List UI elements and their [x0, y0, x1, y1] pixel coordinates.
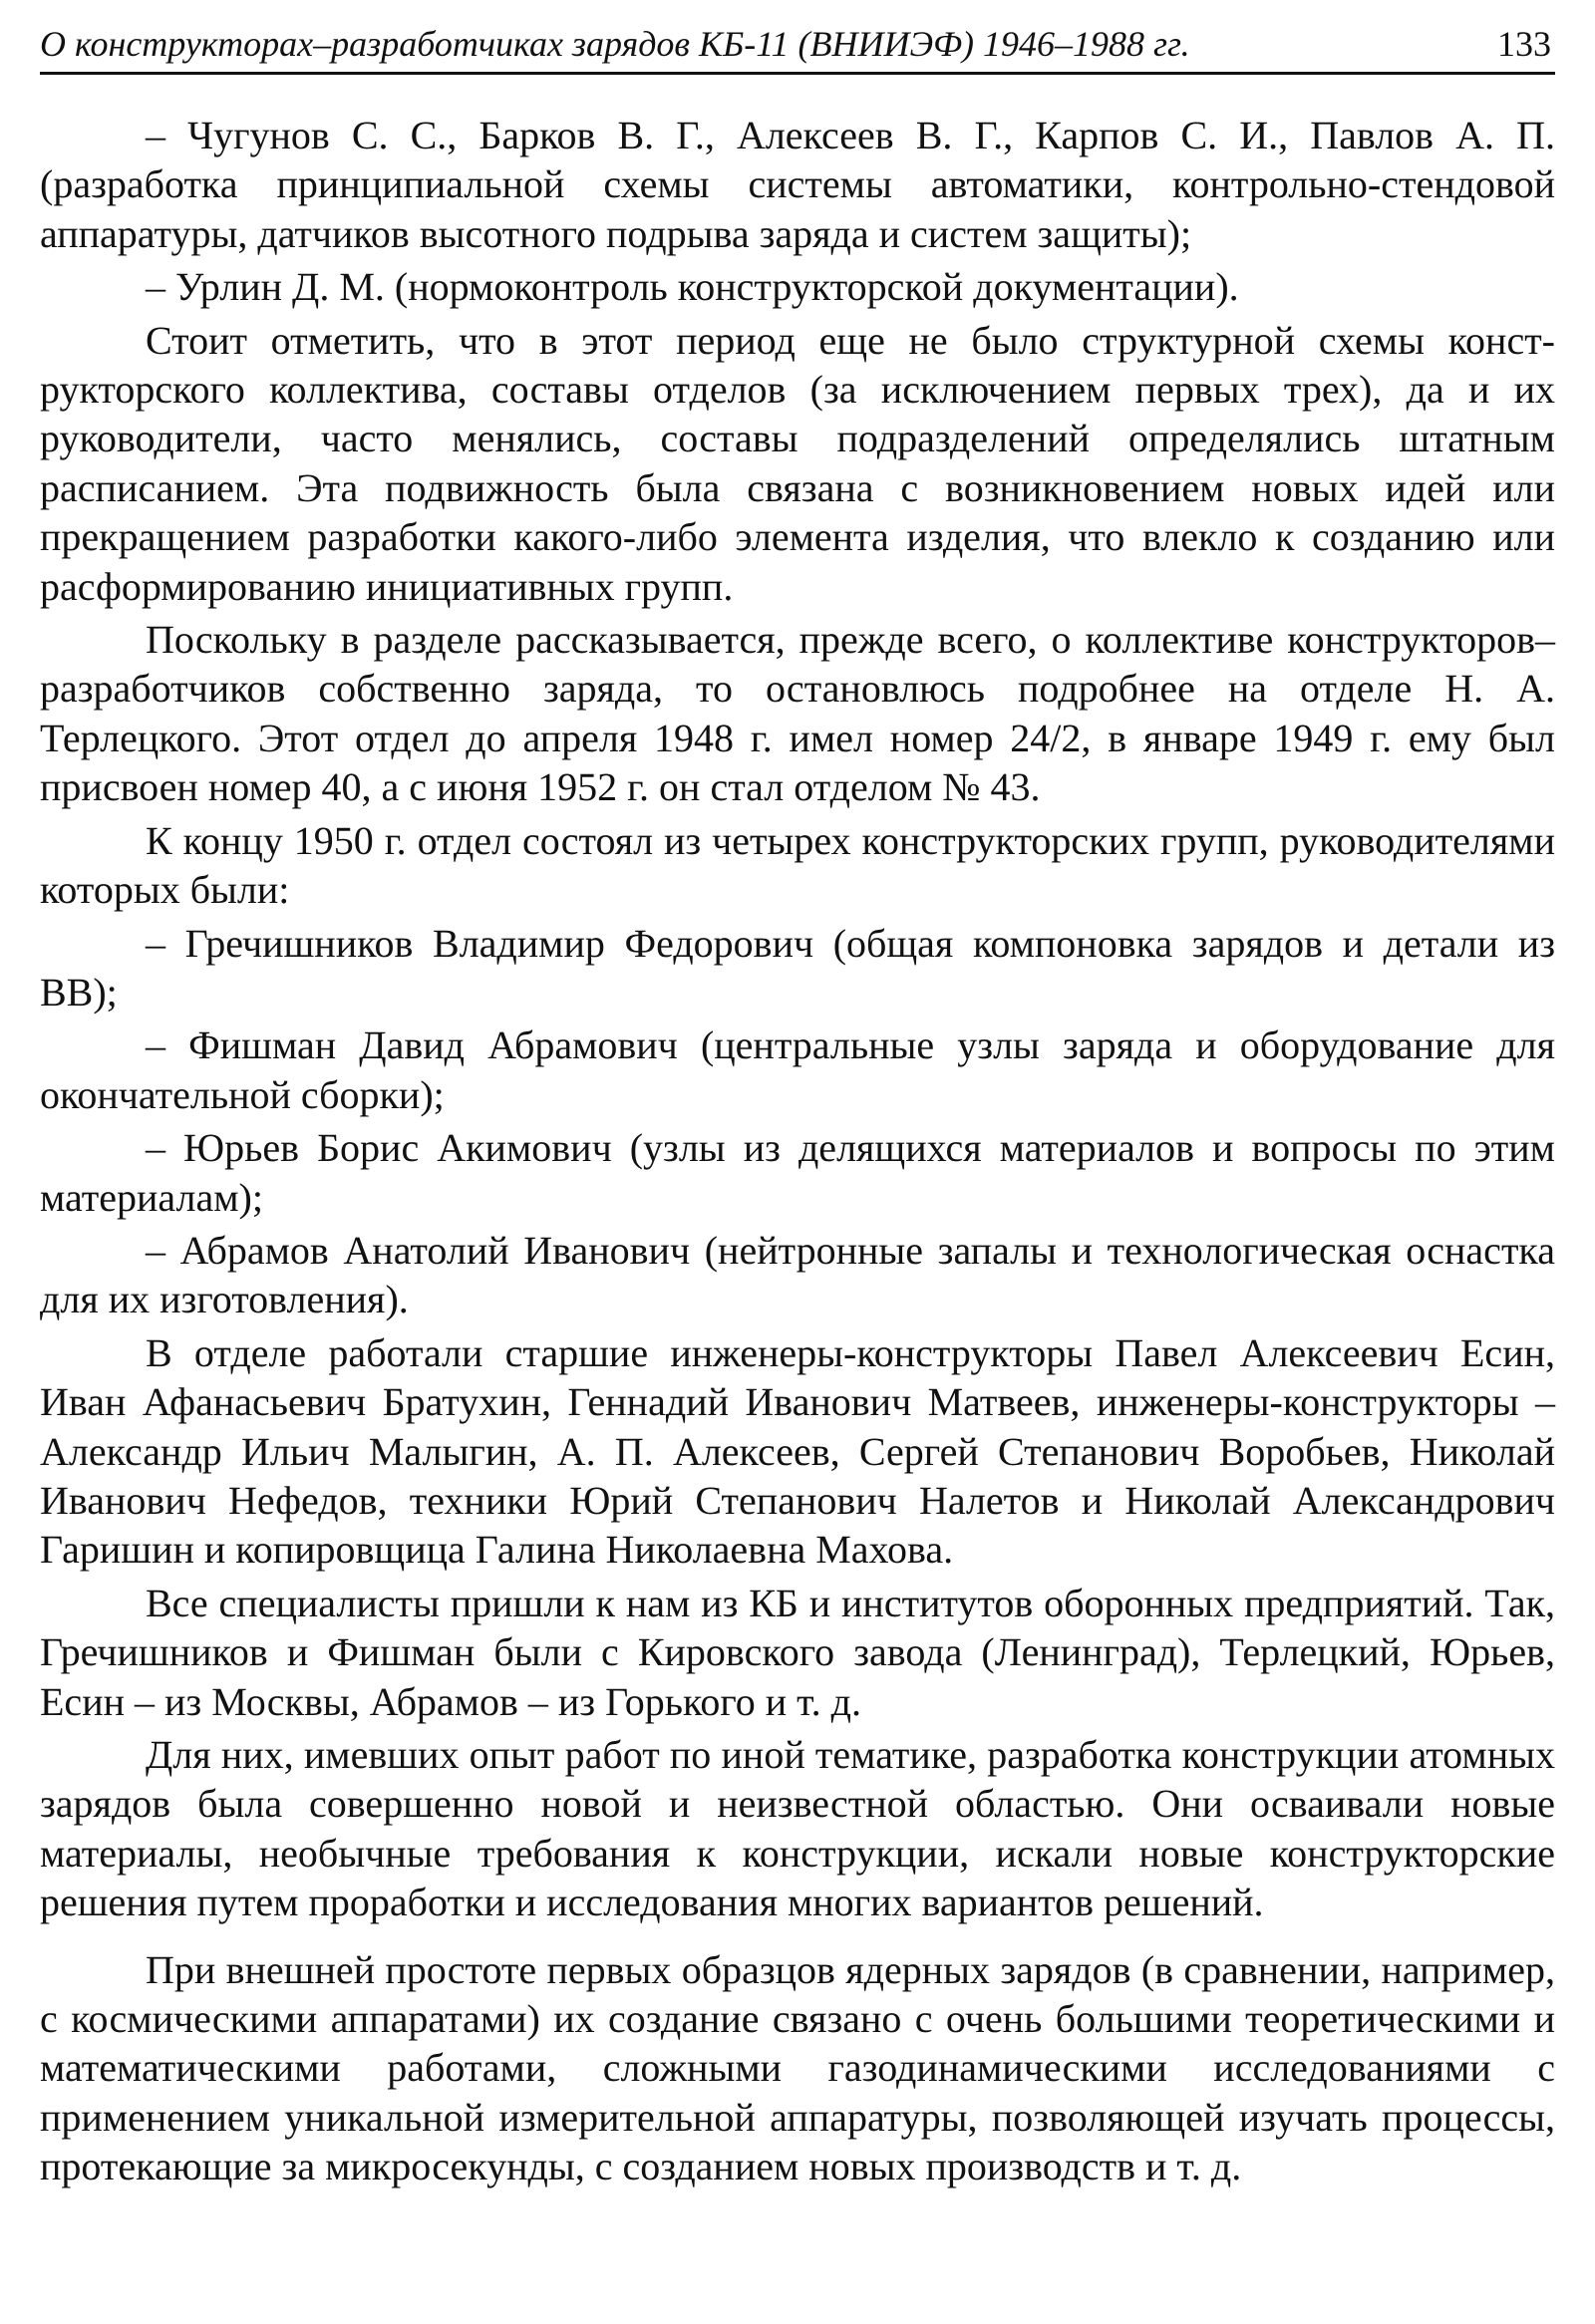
paragraph-complexity: При внешней простоте первых образцов ядерных зарядов (в сравнении, например, с космическими аппаратами) их создание связано с очень большими теоретическими и математическими работами, сложными газодинамическими исследованиями с применением уникальной измерительной аппаратуры, позволяющей изучать процессы, протекающие за микросекунды, с созданием новых производств и т. д. — [40, 1946, 1555, 2189]
paragraph-specialists-origin: Все специалисты пришли к нам из КБ и институтов оборонных предприятий. Так, Гречишников и Фишман были с Кировского завода (Ленинград), Терлецкий, Юрьев, Есин – из Москвы, Абрамов – из Горького и т. д. — [40, 1580, 1555, 1724]
page-number: 133 — [1497, 24, 1551, 64]
running-header — [40, 22, 1555, 75]
list-item-grechishnikov: – Гречишников Владимир Федорович (общая компоновка зарядов и детали из ВВ); — [40, 920, 1555, 1015]
body-text — [40, 111, 1555, 2191]
paragraph-new-field: Для них, имевших опыт работ по иной тематике, разработка конструкции атомных зарядов была совершенно новой и неизвестной областью. Они осваивали новые материалы, необычные требования к конструкции, искали новые конструкторские решения путем проработки и исследования многих вариантов решений. — [40, 1732, 1555, 1925]
paragraph-four-groups: К концу 1950 г. отдел состоял из четырех конструкторских групп, руководителями которых были: — [40, 817, 1555, 913]
paragraph-structure-note: Стоит отметить, что в этот период еще не было структурной схемы конструкторского коллектива, составы отделов (за исключением первых трех), да и их руководители, часто менялись, составы подразделений определялись штатным расписанием. Эта подвижность была связана с возникновением новых идей или прекращением разработки какого-либо элемента изделия, что влекло к созданию или расформированию инициативных групп. — [40, 317, 1555, 609]
list-item-fishman: – Фишман Давид Абрамович (центральные узлы заряда и оборудование для окончательной сборки); — [40, 1022, 1555, 1117]
paragraph-terletsky-department: Поскольку в разделе рассказывается, прежде всего, о коллективе конструкторов–разработчиков собственно заряда, то остановлюсь подробнее на отделе Н. А. Терлецкого. Этот отдел до апреля 1948 г. имел номер 24/2, в январе 1949 г. ему был присвоен номер 40, а с июня 1952 г. он стал отделом № 43. — [40, 617, 1555, 810]
list-item-abramov: – Абрамов Анатолий Иванович (нейтронные запалы и технологическая оснастка для их изготовления). — [40, 1227, 1555, 1322]
running-title: О конструкторах–разработчиках зарядов КБ-11 (ВНИИЭФ) 1946–1988 гг. — [40, 24, 1190, 64]
list-item-urlin: – Урлин Д. М. (нормоконтроль конструкторской документации). — [146, 264, 1239, 310]
list-item-automation-team: – Чугунов С. С., Барков В. Г., Алексеев В. Г., Карпов С. И., Павлов А. П. (разработка принципиальной схемы системы автоматики, контрольно-стендовой аппаратуры, датчиков высотного подрыва заряда и систем защиты); — [40, 113, 1555, 256]
paragraph-department-staff: В отделе работали старшие инженеры-конструкторы Павел Алексеевич Есин, Иван Афанасьевич Братухин, Геннадий Иванович Матвеев, инженеры-конструкторы – Александр Ильич Малыгин, А. П. Алексеев, Сергей Степанович Воробьев, Николай Иванович Нефедов, техники Юрий Степанович Налетов и Николай Александрович Гаришин и копировщица Галина Николаевна Махова. — [40, 1329, 1555, 1573]
list-item-yuryev: – Юрьев Борис Акимович (узлы из делящихся материалов и вопросы по этим материалам); — [40, 1125, 1555, 1220]
book-page — [40, 22, 1555, 2191]
